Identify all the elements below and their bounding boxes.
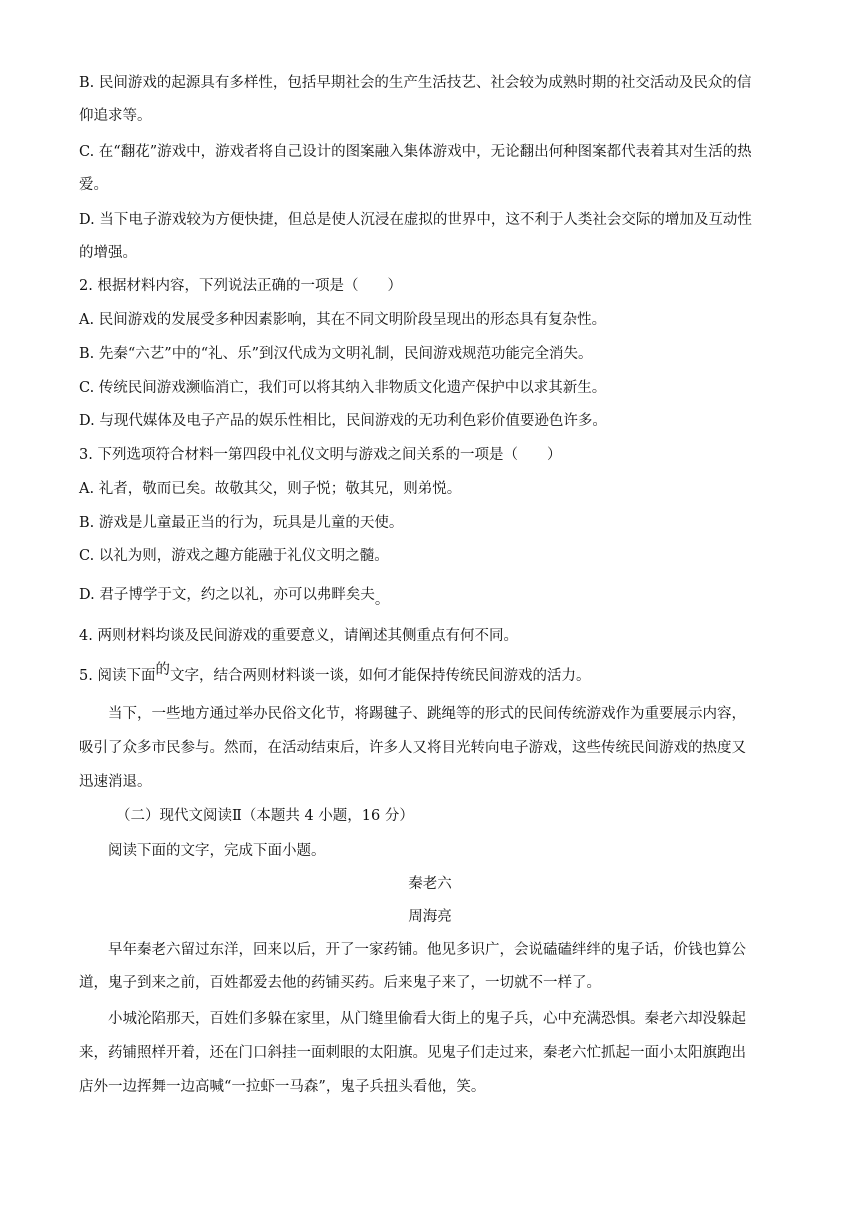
story-paragraph-1-line-2: 道，鬼子到来之前，百姓都爱去他的药铺买药。后来鬼子来了，一切就不一样了。 (79, 975, 601, 991)
option-d-line-1: D. 当下电子游戏较为方便快捷，但总是使人沉浸在虚拟的世界中，这不利于人类社会交际的增加及互动性 (79, 212, 752, 228)
question-2-option-d: D. 与现代媒体及电子产品的娱乐性相比，民间游戏的无功利色彩价值要逊色许多。 (79, 413, 607, 429)
story-paragraph-2-line-1: 小城沦陷那天，百姓们多躲在家里，从门缝里偷看大街上的鬼子兵，心中充满恐惧。秦老六却没躲起 (108, 1011, 746, 1027)
story-paragraph-2-line-2: 来，药铺照样开着，还在门口斜挂一面刺眼的太阳旗。见鬼子们走过来，秦老六忙抓起一面小太阳旗跑出 (79, 1045, 746, 1061)
option-b-line-2: 仰追求等。 (79, 108, 152, 124)
question-5-passage-line-2: 吸引了众多市民参与。然而，在活动结束后，许多人又将目光转向电子游戏，这些传统民间游戏的热度又 (79, 740, 746, 756)
question-5-stem (79, 662, 591, 686)
question-2-option-a: A. 民间游戏的发展受多种因素影响，其在不同文明阶段呈现出的形态具有复杂性。 (79, 312, 607, 328)
option-c-line-1: C. 在“翻花”游戏中，游戏者将自己设计的图案融入集体游戏中，无论翻出何种图案都代表着其对生活的热 (79, 144, 752, 160)
option-c-line-2: 爱。 (79, 177, 108, 193)
question-5-passage-line-1: 当下，一些地方通过举办民俗文化节，将踢毽子、跳绳等的形式的民间传统游戏作为重要展示内容， (108, 706, 746, 722)
question-3-option-c: C. 以礼为则，游戏之趣方能融于礼仪文明之髓。 (79, 548, 389, 564)
question-5-stem-post: 文字，结合两则材料谈一谈，如何才能保持传统民间游戏的活力。 (169, 668, 591, 684)
question-4: 4. 两则材料均谈及民间游戏的重要意义，请阐述其侧重点有何不同。 (79, 628, 518, 644)
question-2-option-b: B. 先秦“六艺”中的“礼、乐”到汉代成为文明礼制，民间游戏规范功能完全消失。 (79, 346, 593, 362)
section-2-heading: （二）现代文阅读Ⅱ（本题共 4 小题，16 分） (116, 808, 414, 824)
story-title: 秦老六 (408, 876, 452, 892)
question-3-option-d-text: D. 君子博学于文，约之以礼，亦可以弗畔矣夫 (79, 587, 375, 603)
question-3-stem: 3. 下列选项符合材料一第四段中礼仪文明与游戏之间关系的一项是（ ） (79, 447, 562, 463)
question-3-option-d (79, 585, 390, 608)
story-paragraph-1-line-1: 早年秦老六留过东洋，回来以后，开了一家药铺。他见多识广，会说磕磕绊绊的鬼子话，价钱也算公 (108, 942, 746, 958)
story-paragraph-2-line-3: 店外一边挥舞一边高喊“一拉虾一马森”，鬼子兵扭头看他，笑。 (79, 1079, 486, 1095)
option-d-line-2: 的增强。 (79, 245, 137, 261)
question-5-passage-line-3: 迅速消退。 (79, 774, 152, 790)
section-2-instruction: 阅读下面的文字，完成下面小题。 (108, 843, 326, 859)
question-3-option-d-period: 。 (374, 592, 390, 608)
question-3-option-b: B. 游戏是儿童最正当的行为，玩具是儿童的天使。 (79, 515, 404, 531)
question-3-option-a: A. 礼者，敬而已矣。故敬其父，则子悦；敬其兄，则弟悦。 (79, 481, 462, 497)
question-2-option-c: C. 传统民间游戏濒临消亡，我们可以将其纳入非物质文化遗产保护中以求其新生。 (79, 380, 607, 396)
story-author: 周海亮 (408, 909, 452, 925)
option-b-line-1: B. 民间游戏的起源具有多样性，包括早期社会的生产生活技艺、社会较为成熟时期的社交活动及民众的信 (79, 75, 752, 91)
question-5-stem-pre: 5. 阅读下面 (79, 668, 156, 684)
question-2-stem: 2. 根据材料内容，下列说法正确的一项是（ ） (79, 278, 402, 294)
question-5-stem-sup: 的 (155, 662, 170, 678)
